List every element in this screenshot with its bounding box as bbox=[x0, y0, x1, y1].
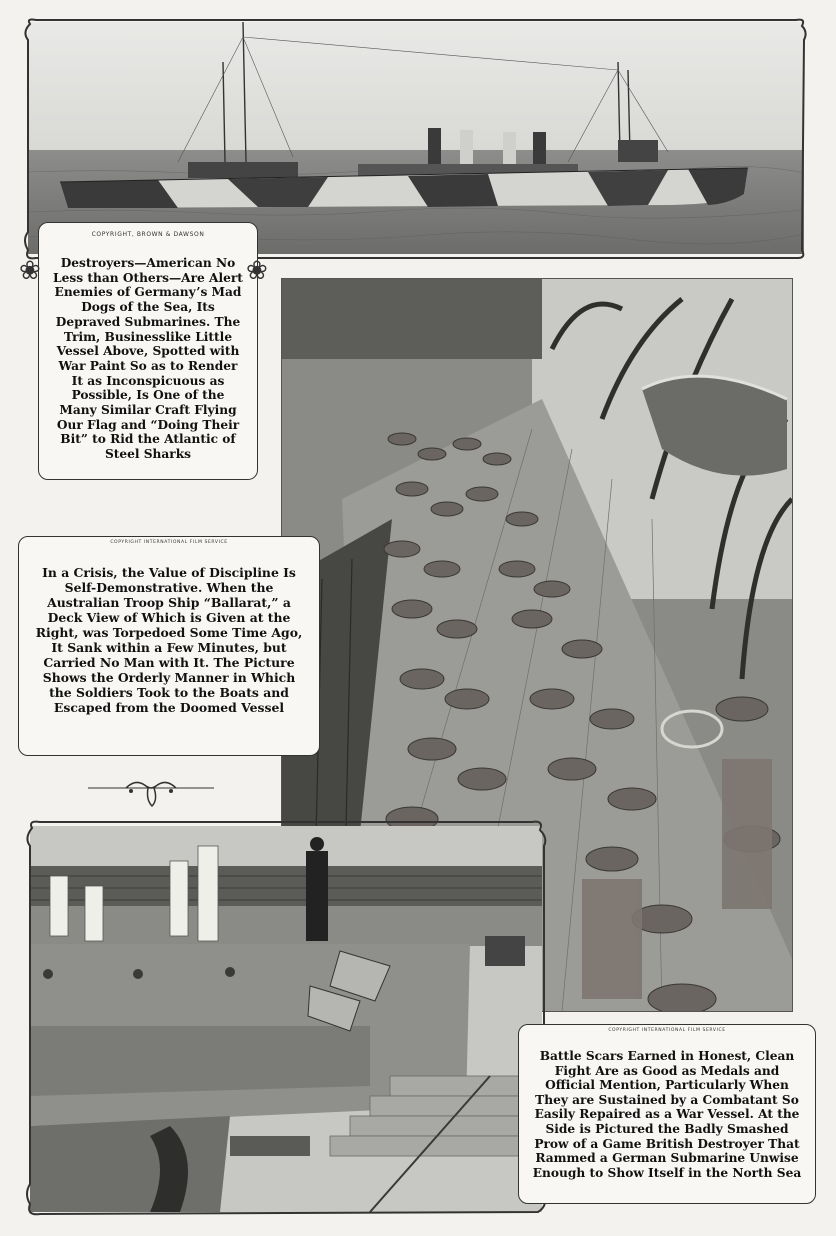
scroll-ornament-icon bbox=[86, 776, 216, 810]
damaged-destroyer-photo-credit: COPYRIGHT INTERNATIONAL FILM SERVICE bbox=[608, 1028, 726, 1033]
damaged-destroyer-caption: Battle Scars Earned in Honest, Clean Fight Are as Good as Medals and Official Mention, Particularly When They are Sustained by a Combatant So Easily Repaired as a War Vessel. At the Side is Pictured the Badly Smashed Prow of a Game British Destroyer That Rammed a German Submarine Unwise Enough to Show Itself in the North Sea bbox=[532, 1049, 802, 1180]
damaged-destroyer-caption-box bbox=[518, 1024, 816, 1204]
right-ornament-icon: ❀ bbox=[246, 256, 268, 286]
destroyer-caption-box bbox=[38, 222, 258, 480]
troop-ship-caption-box bbox=[18, 536, 320, 756]
destroyer-photo-credit: COPYRIGHT, BROWN & DAWSON bbox=[91, 231, 205, 238]
troop-ship-caption: In a Crisis, the Value of Discipline Is Self-Demonstrative. When the Australian Troop Ship “Ballarat,” a Deck View of Which is Given at the Right, was Torpedoed Some Time Ago, It Sank within a Few Minutes, but Carried No Man with It. The Picture Shows the Orderly Manner in Which the Soldiers Took to the Boats and Escaped from the Doomed Vessel bbox=[35, 565, 303, 715]
destroyer-photo bbox=[28, 22, 804, 254]
damaged-destroyer-photo bbox=[30, 826, 542, 1212]
left-ornament-icon: ❀ bbox=[19, 256, 41, 286]
destroyer-caption: Destroyers—American No Less than Others—Are Alert Enemies of Germany’s Mad Dogs of the Sea, Its Depraved Submarines. The Trim, Businesslike Little Vessel Above, Spotted with War Paint So as to Render It as Inconspicuous as Possible, Is One of the Many Similar Craft Flying Our Flag and “Doing Their Bit” to Rid the Atlantic of Steel Sharks bbox=[53, 256, 243, 462]
troop-ship-photo-credit: COPYRIGHT INTERNATIONAL FILM SERVICE bbox=[110, 540, 228, 545]
